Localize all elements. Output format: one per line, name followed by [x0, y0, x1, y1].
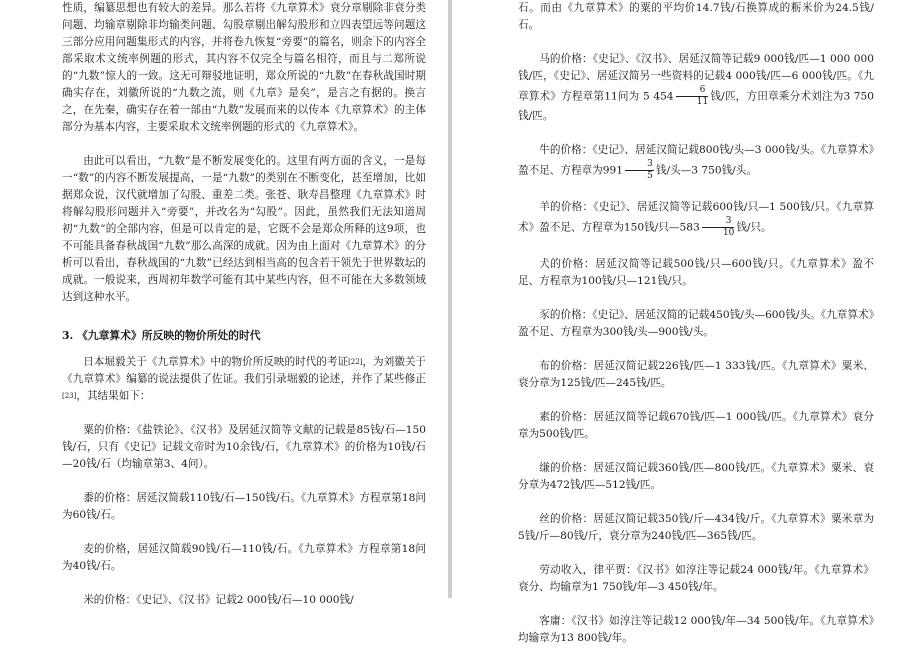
price-horse: 马的价格：《史记》、《汉书》、居延汉简等记载9 000钱/匹—1 000 000钱/匹，《史记》、居延汉简另一些资料的记载4 000钱/匹—6 000钱/匹。《九章算术》方程章第11问为 5 454 $\frac{6}{11}$ 钱/匹，方田章乘分术刘注为3 750钱/匹。	[518, 53, 874, 122]
left-page	[0, 0, 448, 606]
section-heading: 3. 《九章算术》所反映的物价所处的时代	[62, 329, 261, 342]
price-pig: 豕的价格：《史记》、居延汉简的记载450钱/头—600钱/头。《九章算术》盈不足、方程章为300钱/头—900钱/头。	[518, 309, 874, 338]
price-broomcorn: 黍的价格：居延汉简载110钱/石—150钱/石。《九章算术》方程章第18问为60钱/石。	[62, 492, 426, 521]
price-millet: 粟的价格：《盐铁论》、《汉书》及居延汉简等文献的记载是85钱/石—150钱/石，只有《史记》记载文帝时为10余钱/石，《九章算术》的价格为10钱/石—20钱/石（均输章第3、4问）。	[62, 424, 426, 470]
price-fine-silk: 缣的价格：居延汉简记载360钱/匹—800钱/匹。《九章算术》粟米、衰分章为472钱/匹—512钱/匹。	[518, 462, 874, 491]
fraction: $\frac{3}{5}$	[625, 159, 654, 182]
price-rice: 米的价格：《史记》、《汉书》记载2 000钱/石—10 000钱/	[83, 594, 354, 606]
fraction: $\frac{3}{10}$	[702, 216, 735, 239]
price-sheep: 羊的价格：《史记》、居延汉简等记载600钱/只—1 500钱/只。《九章算术》盈不足、方程章为150钱/只—583 $\frac{3}{10}$ 钱/只。	[518, 201, 874, 238]
citation-23[interactable]: [23]	[62, 392, 77, 400]
left-column	[62, 0, 426, 615]
fraction: $\frac{6}{11}$	[676, 85, 709, 108]
citation-22[interactable]: [22]	[348, 358, 363, 366]
price-rice-continued: 石。而由《九章算术》的粟的平均价14.7钱/石换算成的粝米价为24.5钱/石。	[518, 2, 874, 31]
price-silk-thread: 丝的价格：居延汉简记载350钱/斤—434钱/斤。《九章算术》粟米章为5钱/斤—80钱/斤，衰分章为240钱/匹—365钱/匹。	[518, 513, 874, 542]
hired-labor: 客庸：《汉书》如淳注等记载12 000钱/年—34 500钱/年。《九章算术》均输章为13 800钱/年。	[518, 615, 874, 644]
price-cloth: 布的价格：居延汉简记载226钱/匹—1 333钱/匹。《九章算术》粟米、衰分章为125钱/匹—245钱/匹。	[518, 360, 874, 389]
price-dog: 犬的价格：居延汉简等记载500钱/只—600钱/只。《九章算术》盈不足、方程章为100钱/只—121钱/只。	[518, 258, 874, 287]
price-wheat: 麦的价格，居延汉简载90钱/石—110钱/石。《九章算术》方程章第18问为40钱/石。	[62, 543, 426, 572]
paragraph-hori-intro: 日本堀毅关于《九章算术》中的物价所反映的时代的考证[22]，为刘徽关于《九章算术》编纂的说法提供了佐证。我们引录堀毅的论述，并作了某些修正[23]，其结果如下：	[62, 356, 427, 402]
price-cattle: 牛的价格：《史记》、居延汉简记载800钱/头—3 000钱/头。《九章算术》盈不足、方程章为991 $\frac{3}{5}$ 钱/头—3 750钱/头。	[518, 144, 874, 181]
paragraph-jiushu-development: 由此可以看出，“九数”是不断发展变化的。这里有两方面的含义，一是每一“数”的内容不断发展提高，一是“九数”的类别在不断变化，甚至增加，比如据郑众说，汉代就增加了勾股、重差二类。张苍、耿寿昌整理《九章算术》时将解勾股形问题并入“旁要”，并改名为“勾股”。因此，虽然我们无法知道周初“九数”的全部内容，但是可以肯定的是，它既不会是郑众所释的这9项，也不可能具备春秋战国“九数”那么高深的成就。因为由上面对《九章算术》的分析可以看出，春秋战国的“九数”已经达到相当高的包含若干领先于世界数坛的成就。一般说来，西周初年数学可能有其中某些内容，但不可能在大多数领域达到这种水平。	[62, 155, 426, 303]
paragraph-jiushu-origin: 性质，编纂思想也有较大的差异。那么若将《九章算术》衰分章剔除非衰分类问题、均输章剔除非均输类问题、勾股章剔出解勾股形和立四表望远等问题这三部分应用问题集形式的内容，并将卷九恢复“旁要”的篇名，则余下的内容全部采取术文统率例题的形式，其内容不仅完全与篇名相符，而且与二郑所说的“九数”惊人的一致。这无可辩驳地证明，郑众所说的“九数”在春秋战国时期确实存在，刘徽所说的“九数之流，则《九章》是矣”，是言之有据的。换言之，在先秦，确实存在着一部由“九数”发展而来的以传本《九章算术》的主体部分为基本内容，主要采取术文统率例题的形式的《九章算术》。	[62, 2, 426, 133]
right-page	[452, 0, 900, 644]
right-column	[518, 0, 874, 653]
labor-income: 劳动收入，律平贾：《汉书》如淳注等记载24 000钱/年。《九章算术》衰分、均输章为1 750钱/年—3 450钱/年。	[518, 564, 874, 593]
price-plain-silk: 素的价格：居延汉简等记载670钱/匹—1 000钱/匹。《九章算术》衰分章为500钱/匹。	[518, 411, 874, 440]
